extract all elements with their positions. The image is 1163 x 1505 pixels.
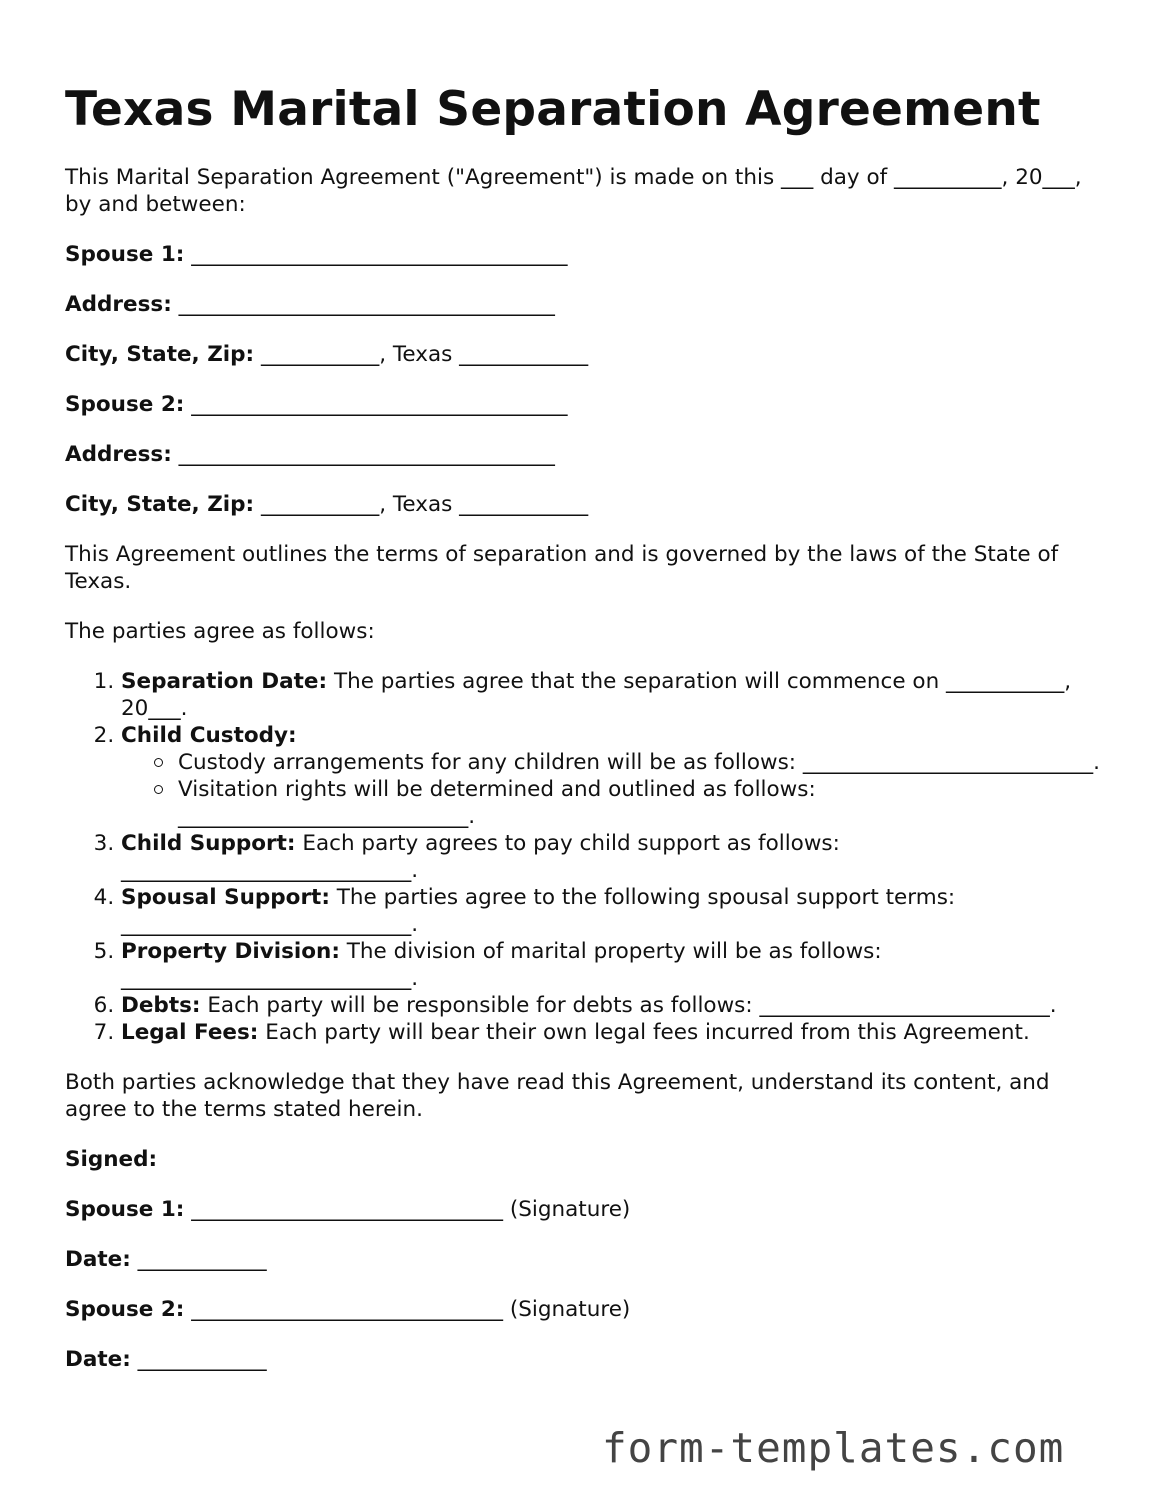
list-item xyxy=(121,938,1105,992)
watermark: form-templates.com xyxy=(602,1424,1065,1472)
spouse1-city-field xyxy=(65,341,1105,391)
field-blank: ____________ xyxy=(137,1247,267,1272)
document-title: Texas Marital Separation Agreement xyxy=(65,82,1041,137)
spouse2-address-field xyxy=(65,441,1105,491)
signature-hint: (Signature) xyxy=(509,1197,631,1222)
field-label: City, State, Zip: xyxy=(65,492,255,517)
term-text: The division of marital property will be as follows: ___________________________. xyxy=(121,939,882,991)
list-item xyxy=(121,1019,1105,1046)
acknowledgment-paragraph: Both parties acknowledge that they have read this Agreement, understand its content, and agree to the terms stated herein. xyxy=(65,1070,1050,1122)
field-blank: _____________________________ xyxy=(191,1197,503,1222)
field-blank: ___________________________________ xyxy=(178,292,555,317)
term-text: Each party will be responsible for debts as follows: ___________________________. xyxy=(207,993,1057,1018)
signature-hint: (Signature) xyxy=(509,1297,631,1322)
list-item xyxy=(121,668,1105,722)
signed-label: Signed: xyxy=(65,1147,158,1172)
spouse2-date-line xyxy=(65,1346,1105,1396)
agree-intro: The parties agree as follows: xyxy=(65,619,375,644)
term-text: Each party will bear their own legal fees incurred from this Agreement. xyxy=(265,1020,1030,1045)
field-blank: _____________________________ xyxy=(191,1297,503,1322)
term-label: Debts: xyxy=(121,993,201,1018)
spouse1-signature-line xyxy=(65,1196,1105,1246)
list-item xyxy=(121,992,1105,1019)
document-page xyxy=(65,78,1105,1396)
field-blank: ___________________________________ xyxy=(178,442,555,467)
terms-list xyxy=(65,668,1105,1046)
term-label: Child Custody: xyxy=(121,723,297,748)
spouse2-city-field xyxy=(65,491,1105,541)
field-blank: ___________________________________ xyxy=(191,242,568,267)
term-label: Legal Fees: xyxy=(121,1020,259,1045)
spouse1-address-field xyxy=(65,291,1105,341)
spouse1-name-field xyxy=(65,241,1105,291)
field-label: Spouse 2: xyxy=(65,1297,185,1322)
sub-list-item: Custody arrangements for any children will be as follows: ___________________________. xyxy=(178,749,1105,776)
intro-paragraph: This Marital Separation Agreement ("Agreement") is made on this ___ day of __________, 20___, by and between: xyxy=(65,165,1082,217)
list-item xyxy=(121,722,1105,830)
governing-law-paragraph: This Agreement outlines the terms of separation and is governed by the laws of the State of Texas. xyxy=(65,542,1059,594)
list-item xyxy=(121,884,1105,938)
term-label: Child Support: xyxy=(121,831,296,856)
spouse1-date-line xyxy=(65,1246,1105,1296)
term-text: The parties agree to the following spousal support terms: ___________________________. xyxy=(121,885,956,937)
list-item xyxy=(121,830,1105,884)
field-label: Spouse 1: xyxy=(65,242,185,267)
sub-list xyxy=(121,749,1105,830)
term-text: The parties agree that the separation will commence on ___________, 20___. xyxy=(121,669,1072,721)
field-label: Spouse 2: xyxy=(65,392,185,417)
field-blank: ___________, Texas ____________ xyxy=(261,342,589,367)
field-blank: ____________ xyxy=(137,1347,267,1372)
signed-heading xyxy=(65,1146,1105,1196)
term-label: Property Division: xyxy=(121,939,340,964)
term-text: Each party agrees to pay child support as follows: ___________________________. xyxy=(121,831,840,883)
term-label: Spousal Support: xyxy=(121,885,330,910)
field-label: Address: xyxy=(65,442,172,467)
field-label: Address: xyxy=(65,292,172,317)
field-blank: ___________________________________ xyxy=(191,392,568,417)
sub-list-item: Visitation rights will be determined and outlined as follows: ___________________________. xyxy=(178,776,1105,830)
field-label: Spouse 1: xyxy=(65,1197,185,1222)
spouse2-name-field xyxy=(65,391,1105,441)
spouse2-signature-line xyxy=(65,1296,1105,1346)
field-label: City, State, Zip: xyxy=(65,342,255,367)
field-label: Date: xyxy=(65,1347,131,1372)
term-label: Separation Date: xyxy=(121,669,328,694)
field-label: Date: xyxy=(65,1247,131,1272)
field-blank: ___________, Texas ____________ xyxy=(261,492,589,517)
